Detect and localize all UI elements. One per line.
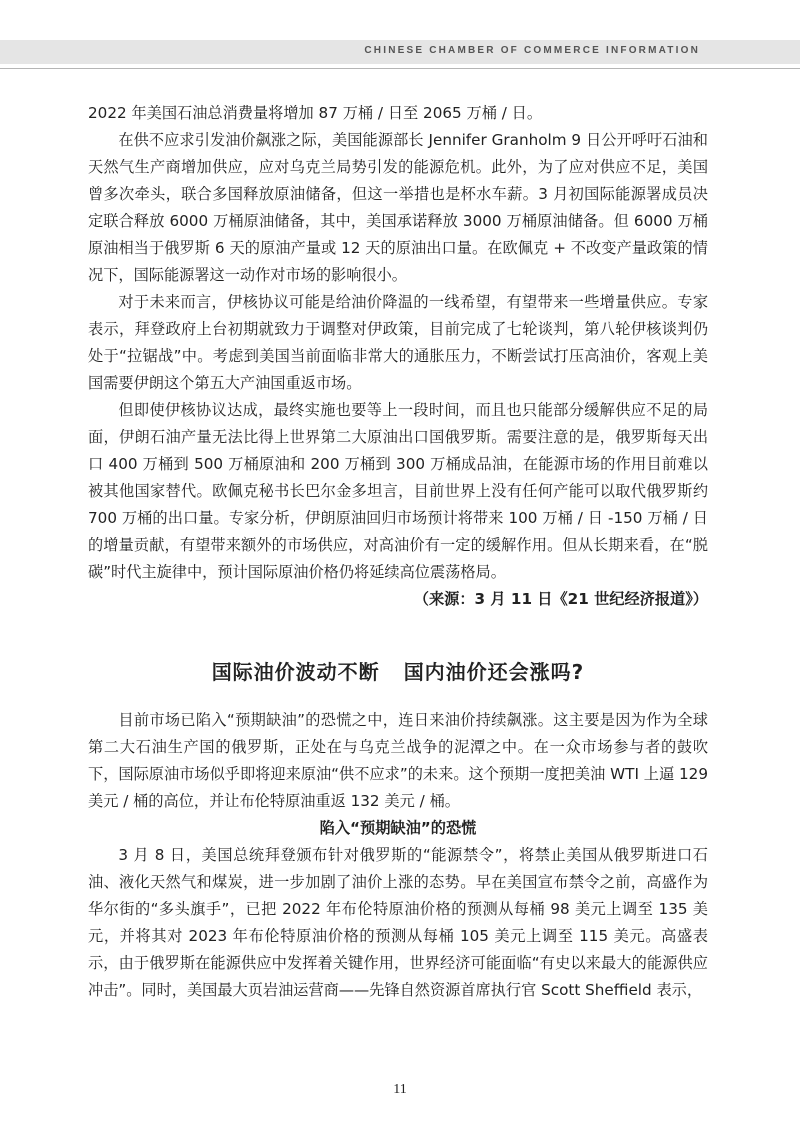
section-title-part1: 国际油价波动不断 [211, 660, 380, 684]
paragraph-intro: 目前市场已陷入“预期缺油”的恐慌之中，连日来油价持续飙涨。这主要是因为作为全球第二大石油生产国的俄罗斯，正处在与乌克兰战争的泥潭之中。在一众市场参与者的鼓吹下，国际原油市场似乎即将迎来原油“供不应求”的未来。这个预期一度把美油 WTI 上逼 129 美元 / 桶的高位，并让布伦特原油重返 132 美元 / 桶。 [88, 711, 708, 810]
paragraph-energy-ban: 3 月 8 日，美国总统拜登颁布针对俄罗斯的“能源禁令”，将禁止美国从俄罗斯进口石油、液化天然气和煤炭，进一步加剧了油价上涨的态势。早在美国宣布禁令之前，高盛作为华尔街的“多头旗手”，已把 2022 年布伦特原油价格的预测从每桶 98 美元上调至 135 美元，并将其对 2023 年布伦特原油价格的预测从每桶 105 美元上调至 115 美元。高盛表示，由于俄罗斯在能源供应中发挥着关键作用，世界经济可能面临“有史以来最大的能源供应冲击”。同时，美国最大页岩油运营商——先锋自然资源首席执行官 Scott Sheffield 表示， [88, 846, 708, 999]
section-title-part2: 国内油价还会涨吗? [403, 660, 585, 684]
header-rule [0, 68, 800, 69]
paragraph-consumption: 2022 年美国石油总消费量将增加 87 万桶 / 日至 2065 万桶 / 日。 [88, 104, 543, 122]
section-title [88, 657, 708, 687]
article-body [88, 100, 708, 1004]
paragraph-russia-exports: 但即使伊核协议达成，最终实施也要等上一段时间，而且也只能部分缓解供应不足的局面，伊朗石油产量无法比得上世界第二大原油出口国俄罗斯。需要注意的是，俄罗斯每天出口 400 万桶到 500 万桶原油和 200 万桶到 300 万桶成品油，在能源市场的作用目前难以被其他国家替代。欧佩克秘书长巴尔金多坦言，目前世界上没有任何产能可以取代俄罗斯约 700 万桶的出口量。专家分析，伊朗原油回归市场预计将带来 100 万桶 / 日 -150 万桶 / 日的增量贡献，有望带来额外的市场供应，对高油价有一定的缓解作用。但从长期来看，在“脱碳”时代主旋律中，预计国际原油价格仍将延续高位震荡格局。 [88, 401, 708, 581]
running-header-text: CHINESE CHAMBER OF COMMERCE INFORMATION [364, 45, 700, 56]
paragraph-granholm: 在供不应求引发油价飙涨之际，美国能源部长 Jennifer Granholm 9 日公开呼吁石油和天然气生产商增加供应，应对乌克兰局势引发的能源危机。此外，为了应对供应不足，美国曾多次牵头，联合多国释放原油储备，但这一举措也是杯水车薪。3 月初国际能源署成员决定联合释放 6000 万桶原油储备，其中，美国承诺释放 3000 万桶原油储备。但 6000 万桶原油相当于俄罗斯 6 天的原油产量或 12 天的原油出口量。在欧佩克 + 不改变产量政策的情况下，国际能源署这一动作对市场的影响很小。 [88, 131, 708, 284]
paragraph-iran-deal: 对于未来而言，伊核协议可能是给油价降温的一线希望，有望带来一些增量供应。专家表示，拜登政府上台初期就致力于调整对伊政策，目前完成了七轮谈判，第八轮伊核谈判仍处于“拉锯战”中。考虑到美国当前面临非常大的通胀压力，不断尝试打压高油价，客观上美国需要伊朗这个第五大产油国重返市场。 [88, 293, 708, 392]
subsection-title: 陷入“预期缺油”的恐慌 [319, 819, 477, 837]
page-number: 11 [393, 1082, 407, 1097]
running-header-band [0, 40, 800, 64]
source-citation: （来源：3 月 11 日《21 世纪经济报道》） [413, 590, 708, 608]
